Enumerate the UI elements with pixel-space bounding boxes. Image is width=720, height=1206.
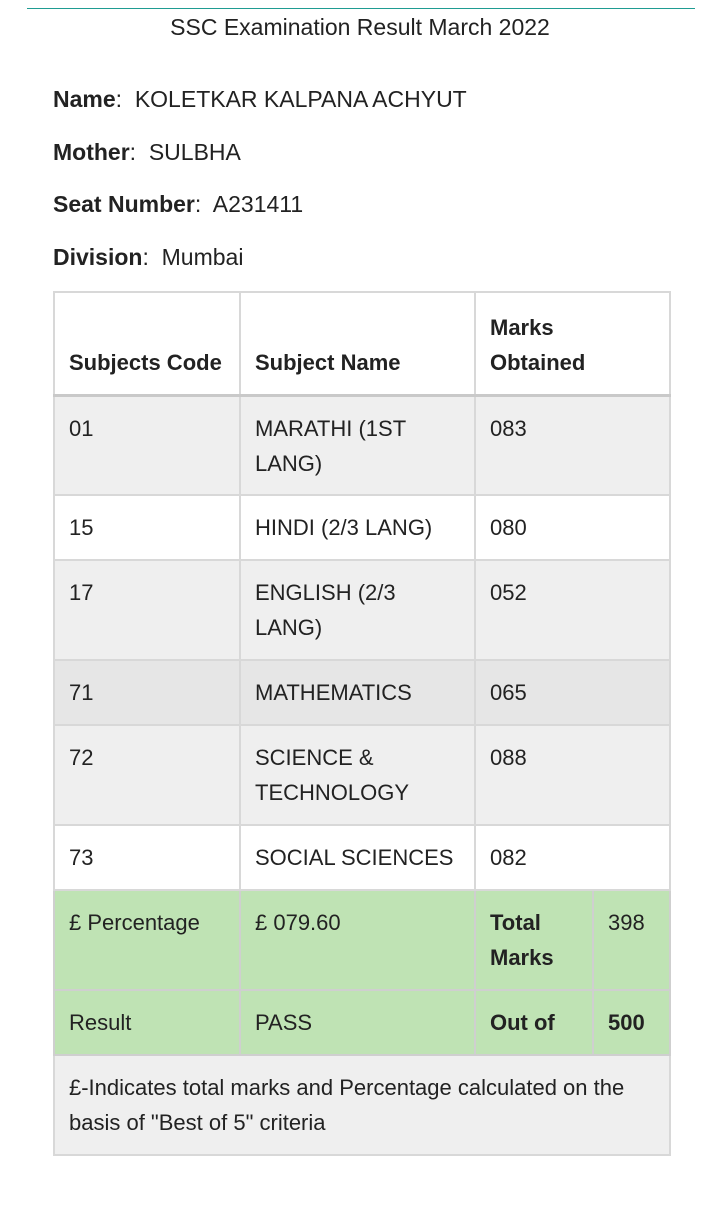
subject-code: 15 — [54, 495, 240, 560]
subject-name: MATHEMATICS — [240, 660, 475, 725]
division-value: Mumbai — [161, 244, 244, 270]
percentage-label: £ Percentage — [54, 890, 240, 990]
subject-marks: 080 — [475, 495, 670, 560]
mother-label: Mother — [53, 139, 130, 165]
result-label: Result — [54, 990, 240, 1055]
table-row — [54, 725, 670, 825]
subject-marks: 083 — [475, 395, 670, 495]
header-subject: Subject Name — [240, 292, 475, 395]
result-row — [54, 990, 670, 1055]
division-label: Division — [53, 244, 143, 270]
table-row — [54, 395, 670, 495]
division-row: Division: Mumbai — [53, 244, 244, 270]
name-label: Name — [53, 86, 116, 112]
subject-name: SCIENCE & TECHNOLOGY — [240, 725, 475, 825]
outof-label: Out of — [475, 990, 593, 1055]
outof-value: 500 — [593, 990, 670, 1055]
mother-row: Mother: SULBHA — [53, 139, 241, 165]
subject-name: ENGLISH (2/3 LANG) — [240, 560, 475, 660]
percentage-row — [54, 890, 670, 990]
seat-value: A231411 — [212, 191, 304, 217]
total-marks-value: 398 — [593, 890, 670, 990]
table-row — [54, 560, 670, 660]
subject-code: 73 — [54, 825, 240, 890]
subject-code: 01 — [54, 395, 240, 495]
subject-marks: 065 — [475, 660, 670, 725]
seat-row: Seat Number: A231411 — [53, 191, 304, 217]
table-row — [54, 660, 670, 725]
subject-name: SOCIAL SCIENCES — [240, 825, 475, 890]
mother-value: SULBHA — [148, 139, 241, 165]
total-marks-label: Total Marks — [475, 890, 593, 990]
table-header-row — [54, 292, 670, 395]
percentage-value: £ 079.60 — [240, 890, 475, 990]
subject-code: 17 — [54, 560, 240, 660]
subject-code: 72 — [54, 725, 240, 825]
name-value: KOLETKAR KALPANA ACHYUT — [134, 86, 467, 112]
footnote: £-Indicates total marks and Percentage calculated on the basis of "Best of 5" criteria — [54, 1055, 670, 1155]
subject-name: MARATHI (1ST LANG) — [240, 395, 475, 495]
subject-marks: 088 — [475, 725, 670, 825]
marks-table — [53, 291, 671, 1156]
subject-name: HINDI (2/3 LANG) — [240, 495, 475, 560]
note-row — [54, 1055, 670, 1155]
page-title: SSC Examination Result March 2022 — [170, 14, 550, 40]
result-value: PASS — [240, 990, 475, 1055]
subject-marks: 052 — [475, 560, 670, 660]
header-marks: Marks Obtained — [475, 292, 670, 395]
subject-code: 71 — [54, 660, 240, 725]
table-row — [54, 495, 670, 560]
seat-label: Seat Number — [53, 191, 195, 217]
name-row: Name: KOLETKAR KALPANA ACHYUT — [53, 86, 467, 112]
table-row — [54, 825, 670, 890]
header-code: Subjects Code — [54, 292, 240, 395]
top-divider — [27, 8, 695, 9]
subject-marks: 082 — [475, 825, 670, 890]
